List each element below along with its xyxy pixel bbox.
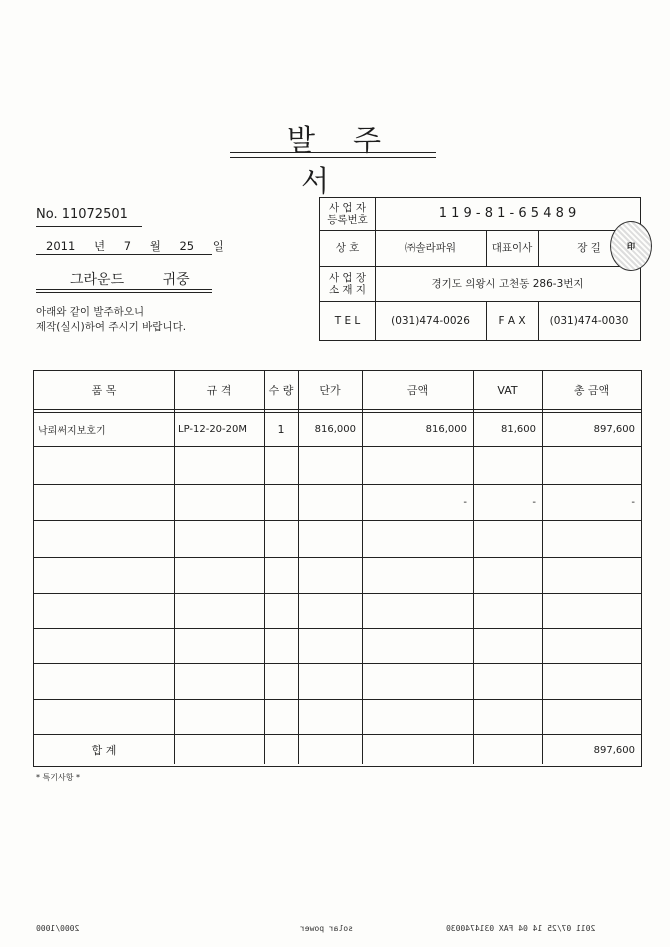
reg-number-label: 사 업 자 등록번호 [327, 202, 368, 226]
item-qty [264, 628, 298, 663]
fax-footer-sender: solar power [300, 924, 353, 933]
item-vat [473, 557, 542, 593]
item-name [34, 484, 174, 520]
item-spec [174, 593, 264, 628]
item-vat [473, 520, 542, 557]
item-qty [264, 520, 298, 557]
item-spec [174, 699, 264, 734]
order-date [46, 238, 236, 254]
item-qty [264, 446, 298, 484]
title-underline [230, 152, 436, 153]
item-spec: LP-12-20-20M [178, 423, 248, 435]
fax-label: F A X [498, 314, 526, 327]
item-amount [362, 699, 473, 734]
item-total: - [631, 496, 635, 508]
item-spec [174, 557, 264, 593]
item-name [34, 593, 174, 628]
fax-footer-timestamp: 2011 07/25 14 04 FAX 0314740030 [446, 924, 596, 933]
item-vat [473, 446, 542, 484]
header-qty: 수 량 [268, 384, 294, 397]
date-month-unit: 월 [149, 239, 161, 253]
item-vat [473, 593, 542, 628]
item-unit-price [298, 593, 362, 628]
item-amount [362, 446, 473, 484]
item-amount [362, 557, 473, 593]
item-qty [264, 663, 298, 699]
item-total: 897,600 [593, 423, 635, 435]
item-total [542, 699, 641, 734]
date-day: 25 [179, 239, 195, 253]
ceo-value: 장 길 [577, 242, 601, 254]
company-seal-stamp: 印 [610, 221, 652, 271]
supplier-info-box [319, 197, 641, 341]
header-item: 품 목 [91, 384, 117, 397]
item-qty [264, 557, 298, 593]
item-amount: - [463, 496, 467, 508]
po-number-underline [36, 226, 142, 227]
item-amount [362, 663, 473, 699]
item-total [542, 663, 641, 699]
item-qty [264, 699, 298, 734]
tel-label: T E L [334, 314, 361, 327]
item-unit-price: 816,000 [314, 423, 356, 435]
item-total [542, 520, 641, 557]
item-unit-price [298, 446, 362, 484]
recipient-underline [36, 289, 212, 290]
item-vat [473, 628, 542, 663]
total-value: 897,600 [593, 744, 635, 756]
total-label: 합 계 [91, 744, 117, 757]
fax-footer-page: 2000/1000 [36, 924, 80, 933]
item-unit-price [298, 663, 362, 699]
po-number: No. 11072501 [36, 207, 128, 222]
grid-line [34, 409, 641, 410]
item-amount: 816,000 [425, 423, 467, 435]
item-amount [362, 593, 473, 628]
company-name-label: 상 호 [335, 242, 360, 254]
item-unit-price [298, 628, 362, 663]
item-name [34, 520, 174, 557]
item-vat: 81,600 [501, 423, 536, 435]
title-underline-secondary [230, 157, 436, 158]
header-amount: 금액 [406, 384, 429, 397]
item-vat: - [532, 496, 536, 508]
item-amount [362, 520, 473, 557]
date-day-unit: 일 [212, 239, 224, 253]
header-unit-price: 단가 [319, 384, 341, 397]
reg-number-value: 1 1 9 - 8 1 - 6 5 4 8 9 [438, 206, 577, 221]
item-spec [174, 446, 264, 484]
item-spec [174, 484, 264, 520]
item-unit-price [298, 557, 362, 593]
item-spec [174, 520, 264, 557]
item-total [542, 593, 641, 628]
tel-value: (031)474-0026 [391, 314, 470, 327]
item-qty: 1 [277, 422, 285, 436]
item-name [34, 557, 174, 593]
recipient-honorific: 귀중 [162, 272, 190, 288]
item-vat [473, 699, 542, 734]
item-amount [362, 628, 473, 663]
item-name [34, 446, 174, 484]
items-table [33, 370, 642, 767]
date-month: 7 [123, 239, 132, 253]
company-name-value: ㈜솔라파워 [404, 242, 457, 254]
header-vat: VAT [497, 383, 518, 397]
date-year: 2011 [46, 239, 76, 253]
date-year-unit: 년 [93, 239, 106, 253]
item-unit-price [298, 520, 362, 557]
special-notes-label: * 특기사항 * [36, 773, 80, 782]
request-message-line1: 아래와 같이 발주하오니 [36, 306, 145, 318]
request-message [36, 305, 186, 335]
item-unit-price [298, 484, 362, 520]
header-total: 총 금액 [573, 384, 610, 397]
item-spec [174, 628, 264, 663]
fax-value: (031)474-0030 [549, 314, 629, 327]
item-name [34, 663, 174, 699]
item-spec [174, 663, 264, 699]
item-vat [473, 663, 542, 699]
item-qty [264, 593, 298, 628]
address-value: 경기도 의왕시 고천동 286-3번지 [431, 277, 584, 290]
address-label: 사 업 장 소 재 지 [328, 271, 367, 296]
recipient-underline-secondary [36, 292, 212, 293]
item-unit-price [298, 699, 362, 734]
item-total [542, 628, 641, 663]
item-qty [264, 484, 298, 520]
item-total [542, 446, 641, 484]
date-underline [36, 254, 212, 255]
item-name: 낙뢰써지보호기 [38, 425, 106, 437]
item-total [542, 557, 641, 593]
ceo-label: 대표이사 [491, 242, 533, 254]
recipient [70, 269, 224, 289]
recipient-name: 그라운드 [70, 272, 125, 288]
header-spec: 규 격 [206, 384, 232, 397]
request-message-line2: 제작(실시)하여 주시기 바랍니다. [36, 321, 187, 333]
item-name [34, 699, 174, 734]
item-name [34, 628, 174, 663]
document-title: 발주서 [286, 123, 420, 198]
